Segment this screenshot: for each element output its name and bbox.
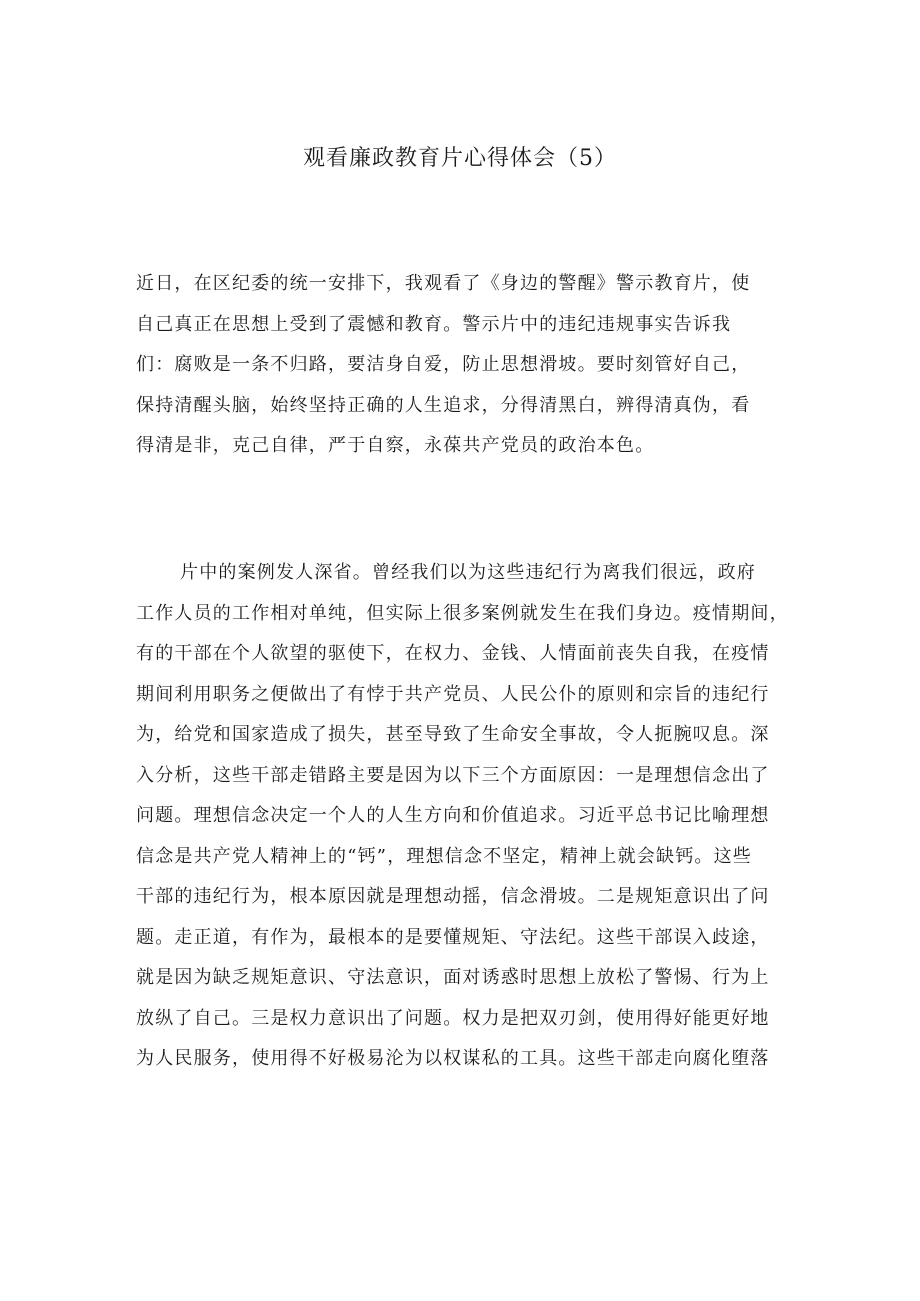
- text-line: 得清是非，克己自律，严于自察，永葆共产党员的政治本色。: [136, 435, 655, 456]
- text-line: 为人民服务，使用得不好极易沦为以权谋私的工具。这些干部走向腐化堕落: [136, 1048, 770, 1069]
- paragraph-intro: [136, 264, 796, 467]
- paragraph-analysis: [136, 553, 796, 1080]
- text-line: 有的干部在个人欲望的驱使下，在权力、金钱、人情面前丧失自我，在疫情: [136, 643, 770, 664]
- text-line: 信念是共产党人精神上的“钙”，理想信念不坚定，精神上就会缺钙。这些: [136, 845, 753, 867]
- text-line: 自己真正在思想上受到了震憾和教育。警示片中的违纪违规事实告诉我: [136, 313, 732, 335]
- text-line: 放纵了自己。三是权力意识出了问题。权力是把双刃剑，使用得好能更好地: [136, 1007, 770, 1029]
- text-line: 近日，在区纪委的统一安排下，我观看了《身边的警醒》警示教育片，使: [136, 273, 751, 294]
- text-line: 们：腐败是一条不归路，要洁身自爱，防止思想滑坡。要时刻管好自己，: [136, 354, 751, 375]
- text-line: 工作人员的工作相对单纯，但实际上很多案例就发生在我们身边。疫情期间，: [136, 602, 789, 624]
- page-title: 观看廉政教育片心得体会（5）: [303, 146, 617, 171]
- text-line: 问题。理想信念决定一个人的人生方向和价值追求。习近平总书记比喻理想: [136, 805, 770, 826]
- text-line: 干部的违纪行为，根本原因就是理想动摇，信念滑坡。二是规矩意识出了问: [136, 886, 770, 907]
- text-line: 入分析，这些干部走错路主要是因为以下三个方面原因：一是理想信念出了: [136, 764, 770, 786]
- text-line: 就是因为缺乏规矩意识、守法意识，面对诱惑时思想上放松了警惕、行为上: [136, 967, 770, 988]
- text-line: 题。走正道，有作为，最根本的是要懂规矩、守法纪。这些干部误入歧途，: [136, 926, 770, 948]
- text-line: 保持清醒头脑，始终坚持正确的人生追求，分得清黑白，辨得清真伪，看: [136, 394, 751, 416]
- text-line: 片中的案例发人深省。曾经我们以为这些违纪行为离我们很远，政府: [180, 562, 756, 583]
- text-line: 为，给党和国家造成了损失，甚至导致了生命安全事故，令人扼腕叹息。深: [136, 724, 770, 745]
- text-line: 期间利用职务之便做出了有悖于共产党员、人民公仆的原则和宗旨的违纪行: [136, 683, 770, 705]
